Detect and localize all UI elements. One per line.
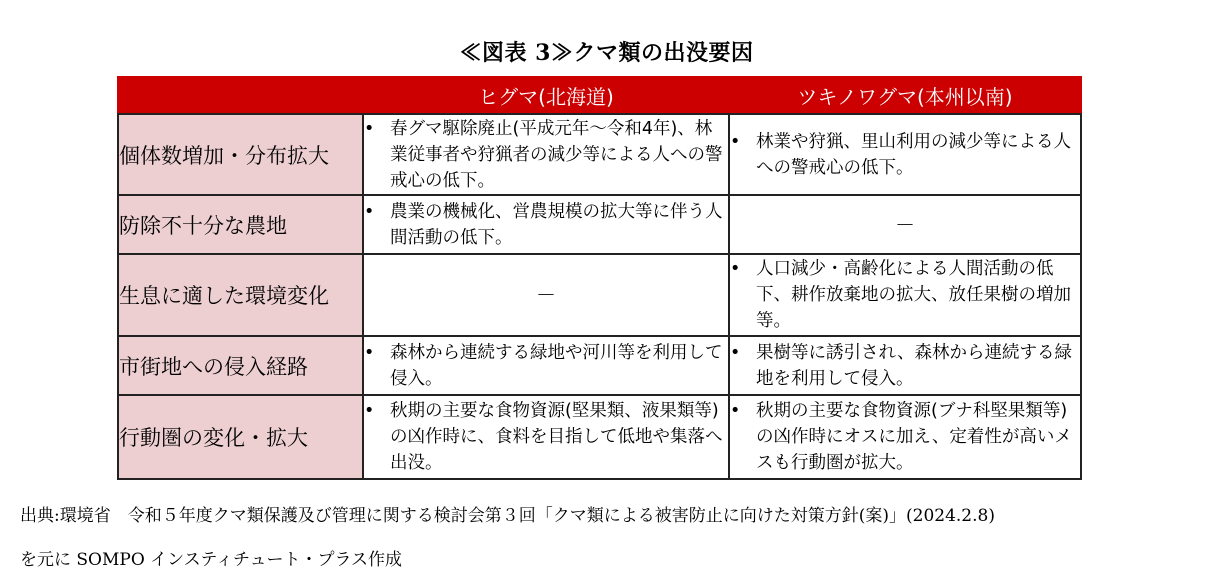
bullet-icon: • xyxy=(364,201,375,222)
source-note xyxy=(20,494,1205,582)
row-label: 市街地への侵入経路 xyxy=(118,336,363,395)
header-tsukinowaguma: ツキノワグマ(本州以南) xyxy=(729,77,1081,114)
cell-higuma-empty: － xyxy=(363,254,729,336)
cell-higuma xyxy=(363,395,729,479)
row-label: 防除不十分な農地 xyxy=(118,195,363,254)
source-line-1: 出典:環境省 令和５年度クマ類保護及び管理に関する検討会第３回「クマ類による被害防止に向けた対策方針(案)」(2024.2.8) xyxy=(20,506,995,526)
bullet-item xyxy=(364,340,728,392)
cell-tsukinowaguma xyxy=(729,336,1081,395)
cell-text: 秋期の主要な食物資源(堅果類、液果類等)の凶作時に、食料を目指して低地や集落へ出没。 xyxy=(390,401,723,473)
row-label: 生息に適した環境変化 xyxy=(118,254,363,336)
header-corner xyxy=(118,77,363,114)
bullet-item xyxy=(364,116,728,194)
cell-tsukinowaguma xyxy=(729,114,1081,195)
table-row xyxy=(118,395,1081,479)
source-line-2: を元に SOMPO インスティチュート・プラス作成 xyxy=(20,550,402,570)
cell-text: 果樹等に誘引され、森林から連続する緑地を利用して侵入。 xyxy=(756,342,1073,389)
table-row xyxy=(118,114,1081,195)
bullet-icon: • xyxy=(730,401,741,421)
table-header-row xyxy=(118,77,1081,114)
bear-factors-table xyxy=(117,76,1082,480)
bullet-item xyxy=(730,129,1080,181)
cell-higuma xyxy=(363,114,729,195)
figure-title: ≪図表 3≫クマ類の出没要因 xyxy=(459,40,754,66)
bullet-item xyxy=(730,340,1080,392)
cell-higuma xyxy=(363,195,729,254)
row-label: 個体数増加・分布拡大 xyxy=(118,114,363,195)
cell-tsukinowaguma-empty: － xyxy=(729,195,1081,254)
row-label: 行動圏の変化・拡大 xyxy=(118,395,363,479)
cell-text: 人口減少・高齢化による人間活動の低下、耕作放棄地の拡大、放任果樹の増加等。 xyxy=(756,259,1071,331)
bullet-icon: • xyxy=(730,259,741,279)
bullet-item xyxy=(364,398,728,476)
bullet-icon: • xyxy=(730,342,741,363)
bullet-item xyxy=(730,398,1080,476)
cell-higuma xyxy=(363,336,729,395)
cell-text: 林業や狩猟、里山利用の減少等による人への警戒心の低下。 xyxy=(756,131,1071,178)
table-row xyxy=(118,254,1081,336)
cell-text: 森林から連続する緑地や河川等を利用して侵入。 xyxy=(390,342,723,389)
bullet-icon: • xyxy=(364,342,375,363)
table-row xyxy=(118,195,1081,254)
cell-text: 春グマ駆除廃止(平成元年～令和4年)、林業従事者や狩猟者の減少等による人への警戒心の低下。 xyxy=(390,118,723,191)
bullet-item xyxy=(730,256,1080,334)
header-higuma: ヒグマ(北海道) xyxy=(363,77,729,114)
cell-text: 農業の機械化、営農規模の拡大等に伴う人間活動の低下。 xyxy=(390,201,723,248)
cell-text: 秋期の主要な食物資源(ブナ科堅果類等)の凶作時にオスに加え、定着性が高いメスも行動圏が拡大。 xyxy=(756,401,1072,473)
cell-tsukinowaguma xyxy=(729,254,1081,336)
table-row xyxy=(118,336,1081,395)
bullet-item xyxy=(364,199,728,251)
bullet-icon: • xyxy=(364,401,375,421)
cell-tsukinowaguma xyxy=(729,395,1081,479)
bullet-icon: • xyxy=(730,131,741,152)
bullet-icon: • xyxy=(364,118,375,139)
